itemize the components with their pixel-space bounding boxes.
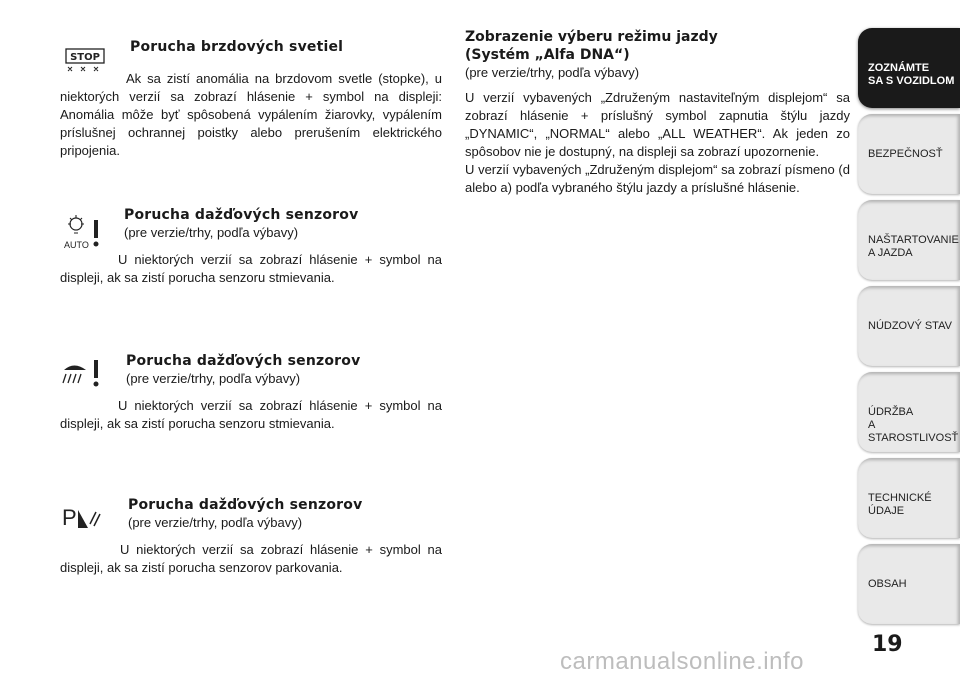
rain-sensor-2-body: U niektorých verzií sa zobrazí hlásenie + symbol na displeji, ak sa zistí porucha senzoru stmievania.: [60, 398, 442, 431]
tab-technicke-udaje[interactable]: [858, 458, 960, 538]
right-column: [465, 28, 850, 197]
parking-sensors-title: Porucha dažďových senzorov: [128, 497, 363, 513]
brake-lights-body: Ak sa zistí anomália na brzdovom svetle (stopke), u niektorých verzií sa zobrazí hlásenie + symbol na displeji: Anomália môže byť spôsobená vypálením žiarovky, vypálením príslušnej ochrannej poistky alebo prerušením elektrického pripojenia.: [60, 71, 442, 158]
section-rain-sensor-2: [60, 352, 442, 433]
rain-sensor-auto-icon: [60, 212, 110, 252]
watermark: carmanualsonline.info: [560, 648, 804, 675]
tab-label: NÚDZOVÝ STAV: [868, 320, 952, 332]
drive-mode-title-line1: Zobrazenie výberu režimu jazdy: [465, 29, 718, 45]
drive-mode-subtitle: (pre verzie/trhy, podľa výbavy): [465, 65, 640, 80]
rain-sensor-1-body: U niektorých verzií sa zobrazí hlásenie + symbol na displeji, ak sa zistí porucha senzoru stmievania.: [60, 252, 442, 285]
tab-nudzovy-stav[interactable]: [858, 286, 960, 366]
svg-text:AUTO: AUTO: [64, 240, 89, 250]
brake-lights-icon: [60, 46, 110, 76]
tab-zoznamte-sa-s-vozidlom[interactable]: [858, 28, 960, 108]
tab-label: TECHNICKÉ ÚDAJE: [868, 492, 932, 517]
parking-sensors-subtitle: (pre verzie/trhy, podľa výbavy): [128, 515, 303, 530]
tab-label: ZOZNÁMTE SA S VOZIDLOM: [868, 62, 955, 87]
drive-mode-paragraph-2: U verzií vybavených „Združeným displejom“ sa zobrazí písmeno (d alebo a) podľa vybraného štýlu jazdy a príslušné hlásenie.: [465, 162, 850, 195]
svg-text:STOP: STOP: [70, 52, 100, 63]
chapter-sidebar: [858, 28, 960, 630]
brake-lights-title: Porucha brzdových svetiel: [130, 39, 344, 55]
svg-text:P: P: [62, 505, 77, 530]
rain-sensor-2-subtitle: (pre verzie/trhy, podľa výbavy): [126, 371, 301, 386]
section-brake-lights: [60, 38, 442, 160]
rain-sensor-1-title: Porucha dažďových senzorov: [124, 207, 359, 223]
rain-sensor-2-title: Porucha dažďových senzorov: [126, 353, 361, 369]
tab-label: OBSAH: [868, 578, 907, 590]
tab-label: NAŠTARTOVANIE A JAZDA: [868, 234, 959, 259]
section-parking-sensors: [60, 496, 442, 577]
section-rain-sensor-1: [60, 206, 442, 287]
rain-sensor-1-subtitle: (pre verzie/trhy, podľa výbavy): [124, 225, 299, 240]
parking-sensors-body: U niektorých verzií sa zobrazí hlásenie + symbol na displeji, ak sa zistí porucha senzorov parkovania.: [60, 542, 442, 575]
drive-mode-paragraph-1: U verzií vybavených „Združeným nastaviteľným displejom“ sa zobrazí hlásenie + príslušný symbol zapnutia štýlu jazdy „DYNAMIC“, „NORMAL“ alebo „ALL WEATHER“. Ak jeden zo spôsobov nie je dostupný, na displeji sa zobrazí upozornenie.: [465, 90, 850, 159]
tab-obsah[interactable]: [858, 544, 960, 624]
tab-label: BEZPEČNOSŤ: [868, 148, 943, 160]
tab-label: ÚDRŽBA A STAROSTLIVOSŤ: [868, 406, 959, 444]
tab-udrzba-a-starostlivost[interactable]: [858, 372, 960, 452]
tab-nastartovanie-a-jazda[interactable]: [858, 200, 960, 280]
drive-mode-title-line2: (Systém „Alfa DNA“): [465, 47, 630, 63]
tab-bezpecnost[interactable]: [858, 114, 960, 194]
rain-sensor-icon: [60, 356, 110, 390]
page-number: 19: [872, 632, 903, 657]
parking-sensor-icon: [60, 504, 110, 530]
